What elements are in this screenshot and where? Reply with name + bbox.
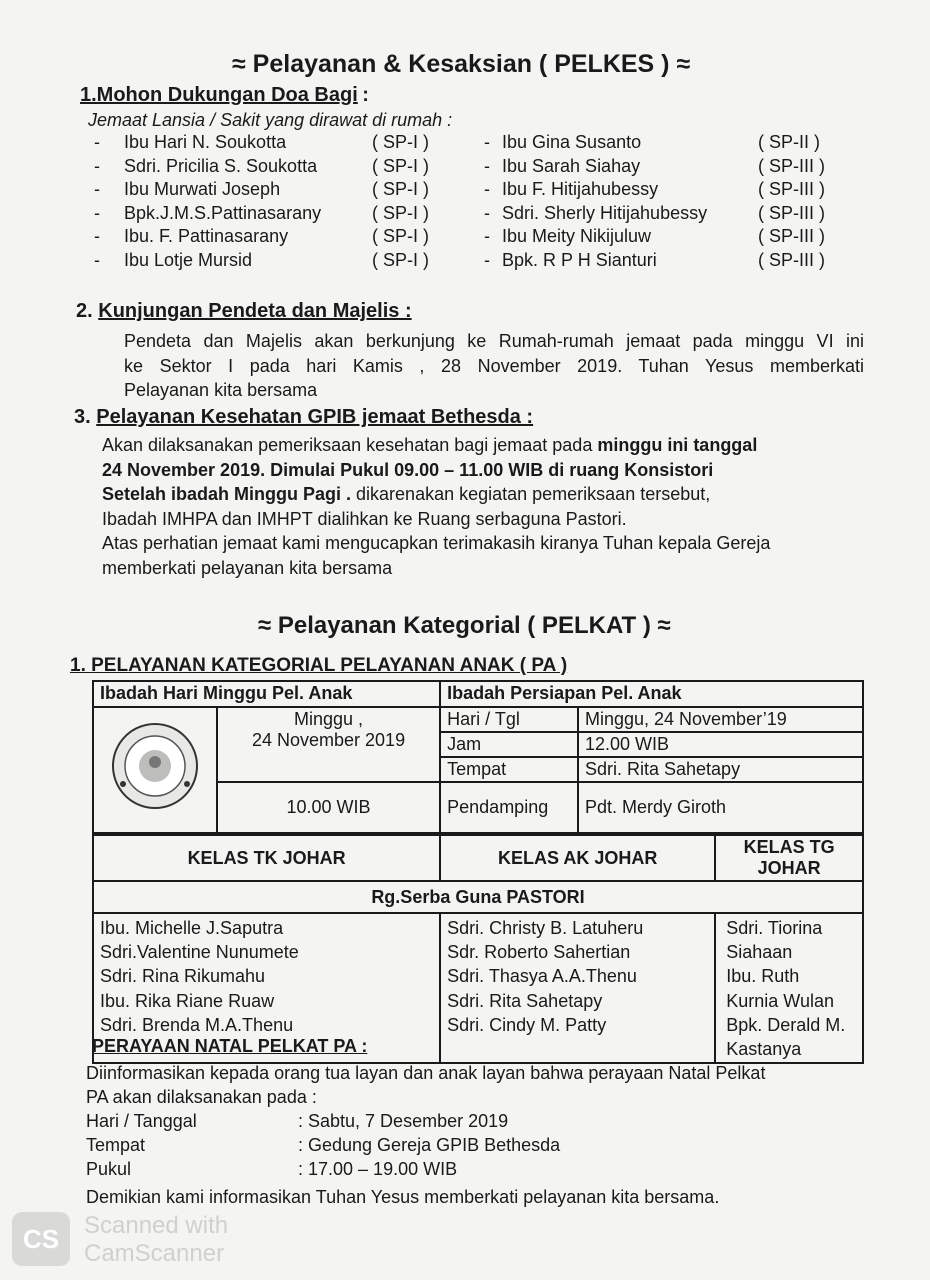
natal-row: Pukul : 17.00 – 19.00 WIB xyxy=(86,1159,458,1179)
list-item: Ibu. Michelle J.Saputra xyxy=(100,918,284,938)
pa-schedule-table xyxy=(92,680,864,1064)
row-label: Jam xyxy=(440,732,578,757)
ak-teachers xyxy=(440,913,715,1063)
row-value: Sdri. Rita Sahetapy xyxy=(578,757,863,782)
s2-heading: 2. Kunjungan Pendeta dan Majelis : xyxy=(76,300,412,322)
class-tg-header: KELAS TG JOHAR xyxy=(715,834,863,881)
row-label: Hari / Tgl xyxy=(440,707,578,732)
s1-subtitle: Jemaat Lansia / Sakit yang dirawat di rumah : xyxy=(88,110,453,130)
list-item: Sdri. Tiorina Siahaan xyxy=(726,918,823,963)
natal-row: Hari / Tanggal : Sabtu, 7 Desember 2019 xyxy=(86,1111,509,1131)
col1-header: Ibadah Hari Minggu Pel. Anak xyxy=(93,681,440,707)
list-item: Sdri. Brenda M.A.Thenu xyxy=(100,1014,294,1035)
camscanner-badge: CS xyxy=(12,1212,70,1266)
row-label: Tempat xyxy=(440,757,578,782)
s2-body: Pendeta dan Majelis akan berkunjung ke Rumah-rumah jemaat pada minggu VI ini ke Sektor I pada hari Kamis , 28 November 2019. Tuhan Yesus memberkati Pelayanan kita bersama xyxy=(124,331,864,400)
s3-title: Pelayanan Kesehatan GPIB jemaat Bethesda : xyxy=(96,406,534,428)
s1-colon: : xyxy=(362,84,369,106)
class-ak-header: KELAS AK JOHAR xyxy=(440,834,715,881)
s1-heading xyxy=(80,84,369,107)
date-text: 24 November 2019 xyxy=(251,730,406,750)
day-text: Minggu , xyxy=(294,709,364,729)
row-value: Minggu, 24 November’19 xyxy=(578,707,863,732)
closing-text: Demikian kami informasikan Tuhan Yesus memberkati pelayanan kita bersama. xyxy=(86,1187,720,1207)
s3-heading: 3. Pelayanan Kesehatan GPIB jemaat Bethesda : xyxy=(74,406,534,428)
natal-row: Tempat : Gedung Gereja GPIB Bethesda xyxy=(86,1135,561,1155)
pelkat-s1-title: 1. PELAYANAN KATEGORIAL PELAYANAN ANAK ( PA ) xyxy=(70,655,568,676)
list-item: Sdri. Rita Sahetapy xyxy=(447,990,603,1011)
s3-body: Akan dilaksanakan pemeriksaan kesehatan bagi jemaat pada minggu ini tanggal 24 November 2019. Dimulai Pukul 09.00 – 11.00 WIB di ruang Konsistori Setelah ibadah Minggu Pagi . dikarenakan kegiatan pemeriksaan tersebut, Ibadah IMHPA dan IMHPT dialihkan ke Ruang serbaguna Pastori. Atas perhatian jemaat kami mengucapkan terimakasih kiranya Tuhan kepala Gereja memberkati pelayanan kita bersama xyxy=(102,435,771,578)
day-date-cell xyxy=(217,707,440,782)
list-item: Bpk. Derald M. Kastanya xyxy=(726,1014,846,1060)
col2-header: Ibadah Persiapan Pel. Anak xyxy=(440,681,863,707)
s1-title: 1.Mohon Dukungan Doa Bagi xyxy=(80,84,358,106)
list-item: Ibu. Rika Riane Ruaw xyxy=(100,990,275,1011)
camscanner-text: Scanned with CamScanner xyxy=(84,1212,229,1267)
pelkat-title: ≈ Pelayanan Kategorial ( PELKAT ) ≈ xyxy=(258,612,671,639)
natal-body: Diinformasikan kepada orang tua layan dan anak layan bahwa perayaan Natal Pelkat PA akan dilaksanakan pada : Hari / Tanggal : Sabtu, 7 Desember 2019 Tempat : Gedung Gereja GPIB Bethesda Pukul : 17.00 – 19.00 WIB Demikian kami informasikan Tuhan Yesus memberkati pelayanan kita bersama. xyxy=(86,1063,766,1207)
row-value: 12.00 WIB xyxy=(578,732,863,757)
natal-title: PERAYAAN NATAL PELKAT PA : xyxy=(92,1036,368,1056)
list-item: Sdri. Rina Rikumahu xyxy=(100,966,266,987)
list-item: Ibu. Ruth Kurnia Wulan xyxy=(726,966,834,1011)
s2-title: Kunjungan Pendeta dan Majelis : xyxy=(98,300,412,322)
list-item: Sdri. Christy B. Latuheru xyxy=(447,918,644,938)
row-label: Pendamping xyxy=(440,782,578,834)
room-row: Rg.Serba Guna PASTORI xyxy=(93,881,863,913)
pelkat-pa-logo xyxy=(105,718,205,818)
pelkes-title: ≈ Pelayanan & Kesaksian ( PELKES ) ≈ xyxy=(232,50,691,78)
logo-cell xyxy=(93,707,217,834)
row-value: Pdt. Merdy Giroth xyxy=(578,782,863,834)
list-item: Sdr. Roberto Sahertian xyxy=(447,942,631,963)
tg-teachers xyxy=(715,913,863,1063)
list-item: Sdri. Thasya A.A.Thenu xyxy=(447,966,637,987)
list-item: Sdri. Cindy M. Patty xyxy=(447,1014,607,1035)
time-cell: 10.00 WIB xyxy=(217,782,440,834)
list-item: Sdri.Valentine Nunumete xyxy=(100,942,299,963)
class-tk-header: KELAS TK JOHAR xyxy=(93,834,440,881)
